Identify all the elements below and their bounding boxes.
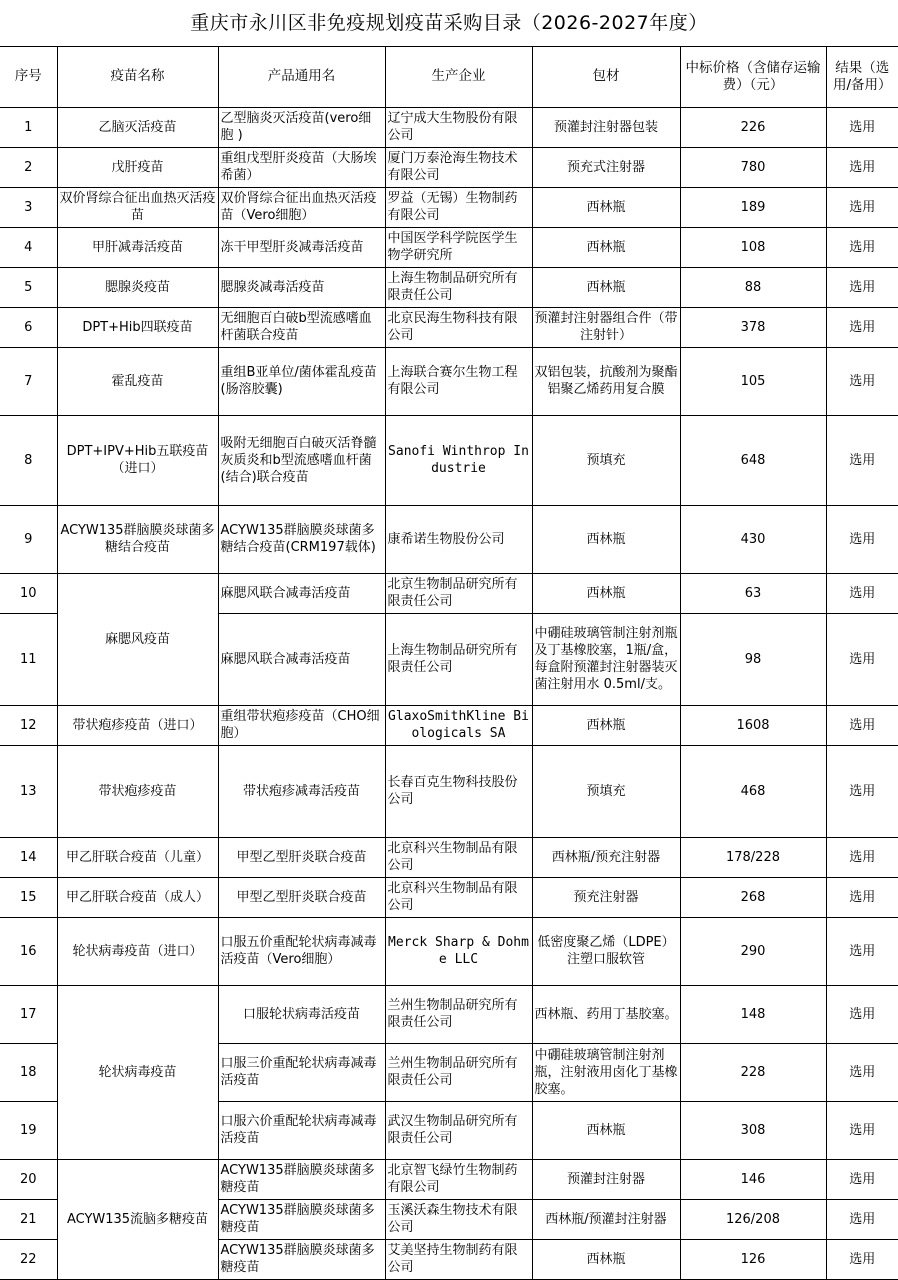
cell-manufacturer: 厦门万泰沧海生物技术有限公司 xyxy=(385,147,532,187)
cell-manufacturer: 北京民海生物科技有限公司 xyxy=(385,307,532,347)
cell-packaging: 预填充 xyxy=(532,415,680,505)
cell-seq: 1 xyxy=(0,107,57,147)
cell-manufacturer: 上海生物制品研究所有限责任公司 xyxy=(385,613,532,705)
cell-result: 选用 xyxy=(826,1159,898,1199)
cell-packaging: 西林瓶 xyxy=(532,267,680,307)
cell-seq: 2 xyxy=(0,147,57,187)
cell-vaccine-name: 霍乱疫苗 xyxy=(57,347,218,415)
header-price: 中标价格（含储存运输费）（元） xyxy=(680,47,826,107)
header-result: 结果（选用/备用） xyxy=(826,47,898,107)
cell-product-name: 无细胞百白破b型流感嗜血杆菌联合疫苗 xyxy=(218,307,385,347)
cell-price: 146 xyxy=(680,1159,826,1199)
cell-packaging: 中硼硅玻璃管制注射剂瓶及丁基橡胶塞，1瓶/盒，每盒附预灌封注射器装灭菌注射用水 0.5ml/支。 xyxy=(532,613,680,705)
cell-seq: 5 xyxy=(0,267,57,307)
cell-result: 选用 xyxy=(826,837,898,877)
cell-result: 选用 xyxy=(826,877,898,917)
table-row xyxy=(0,745,898,837)
cell-product-name: 口服三价重配轮状病毒减毒活疫苗 xyxy=(218,1043,385,1101)
cell-packaging: 预填充 xyxy=(532,745,680,837)
cell-product-name: 麻腮风联合减毒活疫苗 xyxy=(218,573,385,613)
cell-manufacturer: Sanofi Winthrop Industrie xyxy=(385,415,532,505)
cell-manufacturer: Merck Sharp & Dohme LLC xyxy=(385,917,532,985)
cell-seq: 21 xyxy=(0,1199,57,1239)
cell-result: 选用 xyxy=(826,745,898,837)
header-product-name: 产品通用名 xyxy=(218,47,385,107)
cell-packaging: 西林瓶 xyxy=(532,505,680,573)
cell-manufacturer: 玉溪沃森生物技术有限公司 xyxy=(385,1199,532,1239)
cell-product-name: 口服轮状病毒活疫苗 xyxy=(218,985,385,1043)
cell-manufacturer: 北京科兴生物制品有限公司 xyxy=(385,837,532,877)
cell-result: 选用 xyxy=(826,705,898,745)
cell-manufacturer: 兰州生物制品研究所有限责任公司 xyxy=(385,1043,532,1101)
table-row xyxy=(0,705,898,745)
cell-packaging: 预灌封注射器 xyxy=(532,1159,680,1199)
cell-packaging: 西林瓶 xyxy=(532,227,680,267)
cell-vaccine-name: 甲乙肝联合疫苗（儿童） xyxy=(57,837,218,877)
cell-packaging: 预灌封注射器组合件（带注射针） xyxy=(532,307,680,347)
table-row xyxy=(0,227,898,267)
cell-result: 选用 xyxy=(826,1239,898,1279)
cell-manufacturer: 武汉生物制品研究所有限责任公司 xyxy=(385,1101,532,1159)
cell-seq: 9 xyxy=(0,505,57,573)
cell-result: 选用 xyxy=(826,147,898,187)
header-seq: 序号 xyxy=(0,47,57,107)
cell-seq: 19 xyxy=(0,1101,57,1159)
cell-product-name: 重组戊型肝炎疫苗（大肠埃希菌） xyxy=(218,147,385,187)
cell-product-name: ACYW135群脑膜炎球菌多糖疫苗 xyxy=(218,1159,385,1199)
cell-result: 选用 xyxy=(826,505,898,573)
header-vaccine-name: 疫苗名称 xyxy=(57,47,218,107)
cell-product-name: 甲型乙型肝炎联合疫苗 xyxy=(218,837,385,877)
table-row xyxy=(0,107,898,147)
cell-seq: 18 xyxy=(0,1043,57,1101)
cell-packaging: 西林瓶/预灌封注射器 xyxy=(532,1199,680,1239)
cell-price: 126/208 xyxy=(680,1199,826,1239)
cell-manufacturer: GlaxoSmithKline Biologicals SA xyxy=(385,705,532,745)
cell-manufacturer: 康希诺生物股份公司 xyxy=(385,505,532,573)
cell-result: 选用 xyxy=(826,227,898,267)
cell-vaccine-name: 带状疱疹疫苗 xyxy=(57,745,218,837)
cell-packaging: 西林瓶 xyxy=(532,705,680,745)
cell-product-name: ACYW135群脑膜炎球菌多糖结合疫苗(CRM197载体) xyxy=(218,505,385,573)
cell-price: 98 xyxy=(680,613,826,705)
cell-price: 148 xyxy=(680,985,826,1043)
cell-result: 选用 xyxy=(826,107,898,147)
table-row xyxy=(0,505,898,573)
cell-product-name: ACYW135群脑膜炎球菌多糖疫苗 xyxy=(218,1239,385,1279)
cell-seq: 17 xyxy=(0,985,57,1043)
cell-price: 63 xyxy=(680,573,826,613)
cell-price: 648 xyxy=(680,415,826,505)
table-row xyxy=(0,917,898,985)
cell-price: 268 xyxy=(680,877,826,917)
cell-vaccine-name: 甲乙肝联合疫苗（成人） xyxy=(57,877,218,917)
cell-seq: 8 xyxy=(0,415,57,505)
cell-vaccine-name: 双价肾综合征出血热灭活疫苗 xyxy=(57,187,218,227)
table-row xyxy=(0,415,898,505)
cell-result: 选用 xyxy=(826,415,898,505)
cell-vaccine-name: ACYW135流脑多糖疫苗 xyxy=(57,1159,218,1279)
cell-price: 189 xyxy=(680,187,826,227)
cell-price: 105 xyxy=(680,347,826,415)
cell-packaging: 低密度聚乙烯（LDPE）注塑口服软管 xyxy=(532,917,680,985)
cell-price: 290 xyxy=(680,917,826,985)
cell-vaccine-name: DPT+Hib四联疫苗 xyxy=(57,307,218,347)
cell-manufacturer: 艾美坚持生物制药有限公司 xyxy=(385,1239,532,1279)
cell-price: 226 xyxy=(680,107,826,147)
cell-price: 780 xyxy=(680,147,826,187)
cell-vaccine-name: 腮腺炎疫苗 xyxy=(57,267,218,307)
cell-vaccine-name: 轮状病毒疫苗 xyxy=(57,985,218,1159)
cell-product-name: 吸附无细胞百白破灭活脊髓灰质炎和b型流感嗜血杆菌(结合)联合疫苗 xyxy=(218,415,385,505)
table-row xyxy=(0,267,898,307)
cell-manufacturer: 上海生物制品研究所有限责任公司 xyxy=(385,267,532,307)
table-row xyxy=(0,573,898,613)
cell-price: 1608 xyxy=(680,705,826,745)
table-header-row xyxy=(0,47,898,107)
cell-seq: 10 xyxy=(0,573,57,613)
cell-manufacturer: 北京智飞绿竹生物制药有限公司 xyxy=(385,1159,532,1199)
cell-seq: 20 xyxy=(0,1159,57,1199)
cell-product-name: 重组带状疱疹疫苗（CHO细胞） xyxy=(218,705,385,745)
cell-packaging: 西林瓶 xyxy=(532,573,680,613)
cell-result: 选用 xyxy=(826,187,898,227)
cell-price: 88 xyxy=(680,267,826,307)
table-row xyxy=(0,837,898,877)
cell-vaccine-name: 甲肝减毒活疫苗 xyxy=(57,227,218,267)
cell-packaging: 预充式注射器 xyxy=(532,147,680,187)
cell-product-name: 带状疱疹减毒活疫苗 xyxy=(218,745,385,837)
header-manufacturer: 生产企业 xyxy=(385,47,532,107)
cell-manufacturer: 上海联合赛尔生物工程有限公司 xyxy=(385,347,532,415)
cell-vaccine-name: 轮状病毒疫苗（进口） xyxy=(57,917,218,985)
cell-vaccine-name: ACYW135群脑膜炎球菌多糖结合疫苗 xyxy=(57,505,218,573)
cell-product-name: 重组B亚单位/菌体霍乱疫苗(肠溶胶囊) xyxy=(218,347,385,415)
cell-product-name: 双价肾综合征出血热灭活疫苗（Vero细胞） xyxy=(218,187,385,227)
cell-manufacturer: 长春百克生物科技股份公司 xyxy=(385,745,532,837)
cell-seq: 16 xyxy=(0,917,57,985)
cell-price: 228 xyxy=(680,1043,826,1101)
cell-packaging: 西林瓶、药用丁基胶塞。 xyxy=(532,985,680,1043)
cell-product-name: 甲型乙型肝炎联合疫苗 xyxy=(218,877,385,917)
table-row xyxy=(0,1159,898,1199)
cell-vaccine-name: 戊肝疫苗 xyxy=(57,147,218,187)
cell-product-name: 麻腮风联合减毒活疫苗 xyxy=(218,613,385,705)
cell-price: 108 xyxy=(680,227,826,267)
cell-packaging: 西林瓶 xyxy=(532,187,680,227)
cell-packaging: 中硼硅玻璃管制注射剂瓶，注射液用卤化丁基橡胶塞。 xyxy=(532,1043,680,1101)
cell-price: 378 xyxy=(680,307,826,347)
cell-result: 选用 xyxy=(826,1199,898,1239)
cell-seq: 3 xyxy=(0,187,57,227)
cell-product-name: 乙型脑炎灭活疫苗(vero细胞 ) xyxy=(218,107,385,147)
cell-manufacturer: 中国医学科学院医学生物学研究所 xyxy=(385,227,532,267)
cell-result: 选用 xyxy=(826,307,898,347)
cell-seq: 4 xyxy=(0,227,57,267)
cell-product-name: 腮腺炎减毒活疫苗 xyxy=(218,267,385,307)
cell-result: 选用 xyxy=(826,613,898,705)
table-row xyxy=(0,147,898,187)
cell-product-name: 口服五价重配轮状病毒减毒活疫苗（Vero细胞） xyxy=(218,917,385,985)
cell-price: 468 xyxy=(680,745,826,837)
cell-seq: 14 xyxy=(0,837,57,877)
cell-product-name: 冻干甲型肝炎减毒活疫苗 xyxy=(218,227,385,267)
cell-price: 308 xyxy=(680,1101,826,1159)
cell-result: 选用 xyxy=(826,917,898,985)
cell-product-name: 口服六价重配轮状病毒减毒活疫苗 xyxy=(218,1101,385,1159)
cell-manufacturer: 兰州生物制品研究所有限责任公司 xyxy=(385,985,532,1043)
cell-manufacturer: 罗益（无锡）生物制药有限公司 xyxy=(385,187,532,227)
table-row xyxy=(0,347,898,415)
cell-result: 选用 xyxy=(826,267,898,307)
table-row xyxy=(0,307,898,347)
cell-packaging: 双铝包装，抗酸剂为聚酯铝聚乙烯药用复合膜 xyxy=(532,347,680,415)
table-row xyxy=(0,985,898,1043)
cell-vaccine-name: 麻腮风疫苗 xyxy=(57,573,218,705)
cell-price: 430 xyxy=(680,505,826,573)
cell-seq: 13 xyxy=(0,745,57,837)
cell-seq: 6 xyxy=(0,307,57,347)
cell-seq: 12 xyxy=(0,705,57,745)
cell-packaging: 预灌封注射器包装 xyxy=(532,107,680,147)
header-packaging: 包材 xyxy=(532,47,680,107)
table-row xyxy=(0,877,898,917)
cell-seq: 22 xyxy=(0,1239,57,1279)
cell-result: 选用 xyxy=(826,1043,898,1101)
cell-price: 126 xyxy=(680,1239,826,1279)
cell-manufacturer: 北京科兴生物制品有限公司 xyxy=(385,877,532,917)
cell-packaging: 西林瓶 xyxy=(532,1239,680,1279)
cell-seq: 15 xyxy=(0,877,57,917)
cell-packaging: 西林瓶 xyxy=(532,1101,680,1159)
cell-price: 178/228 xyxy=(680,837,826,877)
cell-product-name: ACYW135群脑膜炎球菌多糖疫苗 xyxy=(218,1199,385,1239)
cell-vaccine-name: DPT+IPV+Hib五联疫苗（进口） xyxy=(57,415,218,505)
cell-packaging: 西林瓶/预充注射器 xyxy=(532,837,680,877)
vaccine-catalog-table xyxy=(0,47,898,1280)
cell-result: 选用 xyxy=(826,985,898,1043)
cell-manufacturer: 辽宁成大生物股份有限公司 xyxy=(385,107,532,147)
cell-result: 选用 xyxy=(826,347,898,415)
table-row xyxy=(0,187,898,227)
cell-seq: 11 xyxy=(0,613,57,705)
cell-result: 选用 xyxy=(826,1101,898,1159)
cell-vaccine-name: 带状疱疹疫苗（进口） xyxy=(57,705,218,745)
cell-vaccine-name: 乙脑灭活疫苗 xyxy=(57,107,218,147)
cell-manufacturer: 北京生物制品研究所有限责任公司 xyxy=(385,573,532,613)
page-title: 重庆市永川区非免疫规划疫苗采购目录（2026-2027年度） xyxy=(0,0,898,47)
cell-seq: 7 xyxy=(0,347,57,415)
cell-result: 选用 xyxy=(826,573,898,613)
cell-packaging: 预充注射器 xyxy=(532,877,680,917)
